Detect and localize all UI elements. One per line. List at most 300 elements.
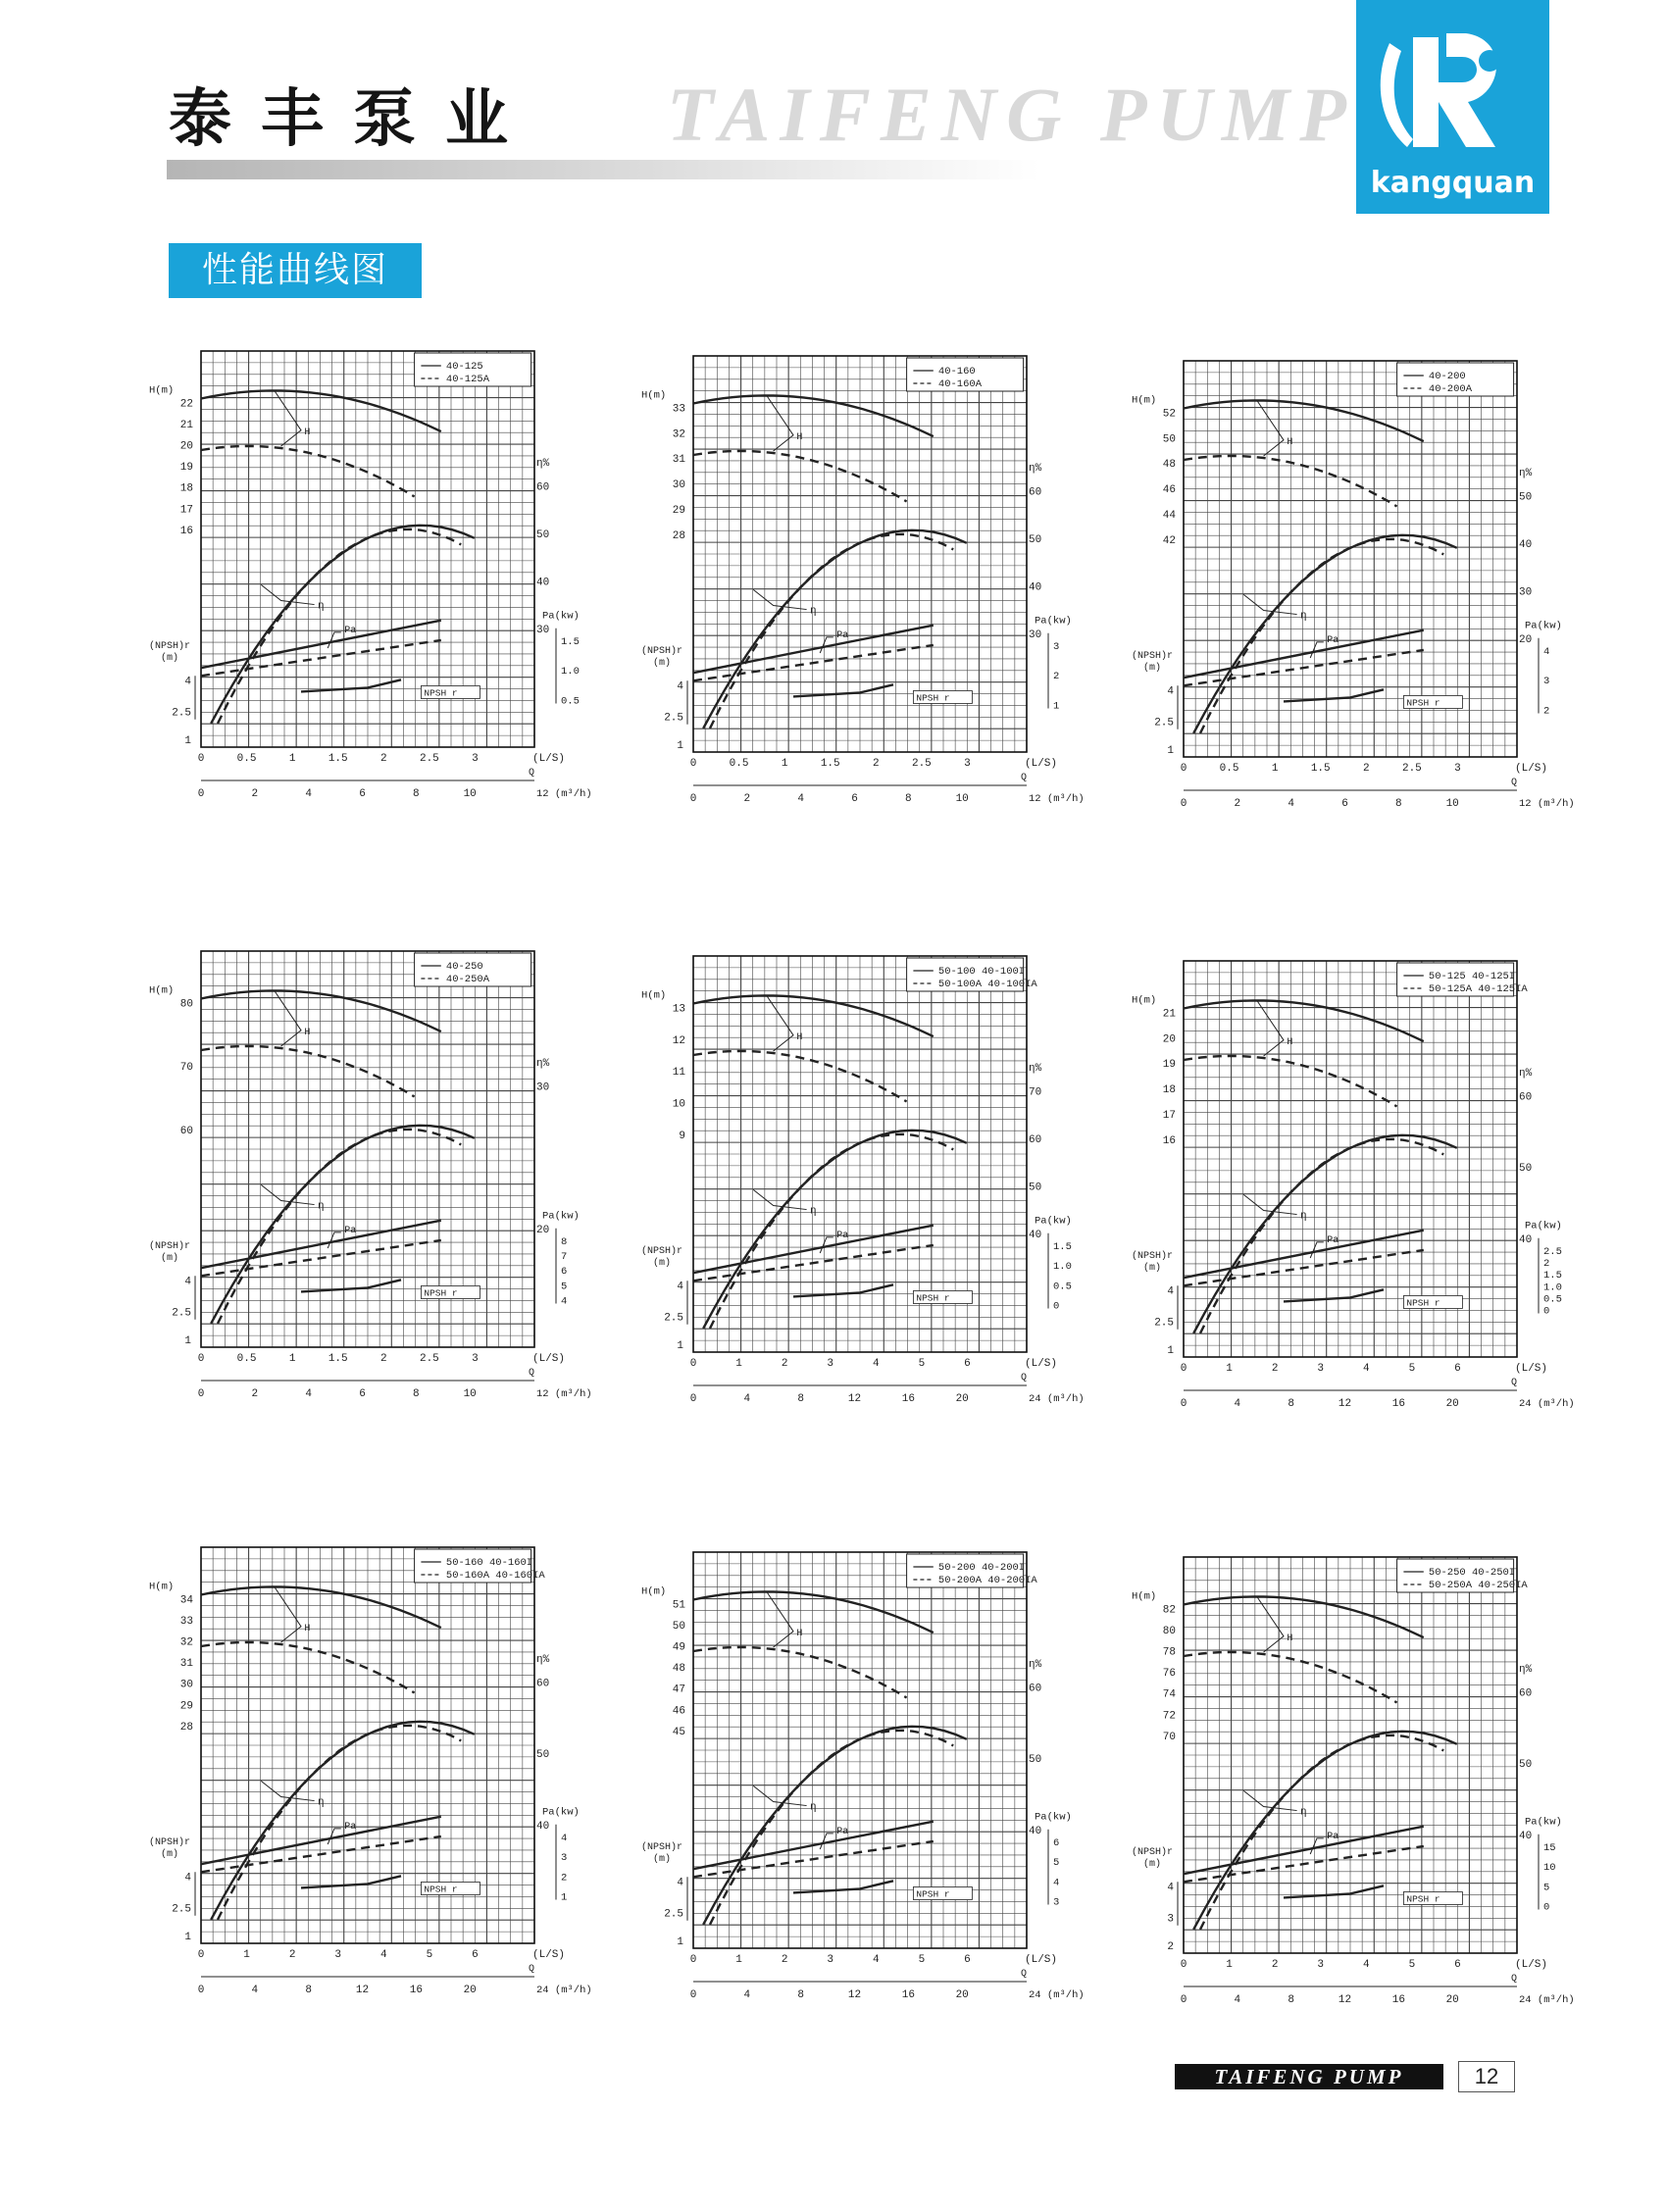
npsh-axis-label: (NPSH)r	[641, 1246, 683, 1257]
npsh-tick: 3	[1167, 1913, 1174, 1926]
npsh-tick: 4	[677, 1281, 683, 1293]
m3h-tick: 0	[197, 1388, 205, 1400]
m3h-axis-label: 12 (m³/h)	[1519, 798, 1575, 810]
x-tick: 3	[1317, 1363, 1325, 1375]
right-axis	[1519, 1664, 1562, 1913]
curves	[201, 390, 475, 723]
x-tick: 5	[426, 1949, 433, 1961]
kangquan-logo	[1356, 0, 1549, 214]
h-tick: 32	[672, 428, 685, 441]
h-tick: 72	[1162, 1710, 1176, 1723]
h-tick: 74	[1162, 1688, 1176, 1701]
pa-tick: 0.5	[561, 695, 580, 708]
bottom-axis	[198, 1949, 592, 1996]
npsh-tick: 4	[184, 1276, 191, 1288]
left-axis	[1132, 1590, 1178, 1953]
m3h-tick: 12	[1338, 1398, 1352, 1410]
x-tick: 0	[689, 1954, 697, 1966]
m3h-tick: 8	[905, 793, 912, 805]
right-axis	[536, 1654, 580, 1903]
m3h-tick: 8	[797, 1393, 804, 1405]
x-tick: 4	[872, 1954, 880, 1966]
npsh-curve-solid	[793, 1881, 893, 1892]
legend	[907, 1554, 1038, 1587]
pa-tick: 3	[1053, 1896, 1060, 1909]
right-axis	[1519, 468, 1562, 717]
right-axis	[1519, 1068, 1562, 1317]
npsh-tick: 4	[677, 1877, 683, 1889]
h-curve-label: H	[796, 431, 803, 443]
x-axis-sub: Q	[1511, 1378, 1518, 1388]
eta-tick: 60	[1029, 1683, 1042, 1695]
npsh-axis-unit: (m)	[161, 653, 179, 665]
h-tick: 20	[179, 440, 193, 453]
x-tick: 0	[689, 1358, 697, 1370]
x-tick: 0	[1180, 1959, 1187, 1971]
eta-curve-label: η	[318, 600, 325, 613]
m3h-tick: 0	[197, 1985, 205, 1996]
m3h-tick: 10	[955, 793, 969, 805]
bottom-axis	[1181, 1363, 1575, 1410]
npsh-curve-solid	[793, 1284, 893, 1296]
legend	[907, 358, 1024, 391]
pa-tick: 4	[561, 1832, 568, 1844]
legend-entry: 50-100A 40-100IA	[937, 979, 1037, 990]
x-tick: 0	[1180, 763, 1187, 775]
left-axis	[149, 1581, 195, 1943]
pa-axis-label: Pa(kw)	[1035, 1811, 1072, 1824]
pa-tick: 1.5	[1543, 1270, 1562, 1282]
x-axis-sub: Q	[1021, 773, 1028, 783]
x-tick: 0	[689, 758, 697, 770]
h-leader	[767, 395, 793, 451]
eta-curve-label: η	[1300, 1806, 1307, 1819]
m3h-tick: 4	[305, 788, 312, 800]
x-axis-label: (L/S)	[1515, 763, 1548, 775]
h-tick: 42	[1162, 534, 1176, 547]
pa-curve-label: Pa	[836, 1826, 849, 1837]
eta-tick: 50	[536, 528, 550, 541]
m3h-tick: 0	[1180, 798, 1187, 810]
legend-entry: 50-200A 40-200IA	[937, 1575, 1037, 1586]
h-axis-label: H(m)	[149, 984, 175, 997]
m3h-axis-label: 24 (m³/h)	[1029, 1989, 1085, 2001]
m3h-tick: 12	[355, 1985, 370, 1996]
h-axis-label: H(m)	[1132, 394, 1157, 407]
m3h-tick: 10	[463, 788, 477, 800]
m3h-tick: 4	[1234, 1994, 1241, 2006]
curve-callouts	[1243, 1596, 1462, 1904]
h-tick: 48	[1162, 459, 1176, 472]
bottom-axis	[198, 1353, 592, 1400]
pa-tick: 2	[1543, 705, 1550, 718]
h-tick: 28	[179, 1721, 193, 1734]
x-tick: 1	[735, 1954, 742, 1966]
chart-svg	[1130, 1549, 1575, 2010]
x-tick: 2	[781, 1954, 788, 1966]
x-tick: 0.5	[1219, 763, 1239, 775]
pa-tick: 1.5	[561, 635, 580, 648]
eta-tick: 30	[536, 1081, 550, 1094]
x-tick: 2	[781, 1358, 788, 1370]
h-tick: 46	[672, 1705, 685, 1718]
eta-curve-label: η	[318, 1796, 325, 1809]
x-tick: 2	[872, 758, 880, 770]
npsh-curve-label: NPSH r	[1406, 697, 1440, 709]
curves	[201, 1586, 475, 1919]
npsh-curve-solid	[301, 1876, 401, 1887]
head-curve-dashed	[1184, 1652, 1397, 1703]
x-tick: 1.5	[328, 1353, 348, 1365]
m3h-tick: 12	[847, 1989, 862, 2001]
x-tick: 2.5	[911, 758, 932, 770]
m3h-tick: 2	[251, 788, 259, 800]
x-tick: 3	[1454, 763, 1461, 775]
head-curve-dashed	[1184, 456, 1397, 507]
eta-axis-label: η%	[1029, 463, 1042, 476]
npsh-tick: 1	[1167, 1344, 1174, 1357]
pa-curve-label: Pa	[836, 1230, 849, 1241]
x-tick: 0	[197, 1949, 205, 1961]
x-tick: 3	[827, 1954, 834, 1966]
npsh-axis-label: (NPSH)r	[149, 641, 191, 652]
npsh-axis-unit: (m)	[653, 1258, 672, 1270]
npsh-axis-unit: (m)	[653, 658, 672, 670]
h-leader	[767, 995, 793, 1051]
right-axis	[536, 458, 580, 707]
npsh-curve-label: NPSH r	[1406, 1297, 1440, 1309]
eta-tick: 40	[1029, 1229, 1042, 1241]
eta-tick: 50	[1029, 533, 1042, 546]
npsh-curve-solid	[301, 679, 401, 691]
eta-axis-label: η%	[1519, 1068, 1533, 1081]
x-tick: 6	[964, 1358, 971, 1370]
legend-entry: 40-125	[445, 361, 483, 373]
h-tick: 21	[179, 420, 193, 432]
pa-tick: 0.5	[1543, 1293, 1562, 1306]
pa-axis-label: Pa(kw)	[542, 1806, 580, 1819]
chart-40-160	[639, 348, 1085, 809]
head-curve-dashed	[693, 451, 907, 502]
pa-tick: 10	[1543, 1862, 1556, 1875]
x-tick: 4	[872, 1358, 880, 1370]
npsh-curve-solid	[1284, 1289, 1384, 1301]
head-curve-dashed	[1184, 1056, 1397, 1107]
page-number: 12	[1458, 2061, 1515, 2092]
eta-tick: 30	[1519, 586, 1533, 599]
pa-curve-label: Pa	[344, 1225, 357, 1236]
npsh-tick: 1	[184, 1334, 191, 1347]
legend-entry: 40-250A	[445, 974, 490, 985]
npsh-tick: 2.5	[664, 712, 683, 725]
eta-axis-label: η%	[1519, 468, 1533, 480]
h-tick: 80	[179, 998, 193, 1011]
m3h-tick: 0	[689, 1989, 697, 2001]
x-tick: 2.5	[419, 1353, 439, 1365]
m3h-tick: 12	[847, 1393, 862, 1405]
chart-svg	[639, 348, 1085, 809]
npsh-tick: 2.5	[1154, 1317, 1174, 1330]
h-tick: 12	[672, 1034, 685, 1047]
m3h-tick: 16	[1391, 1398, 1405, 1410]
npsh-curve-solid	[1284, 689, 1384, 701]
x-tick: 2	[1271, 1959, 1279, 1971]
logo-text: kangquan	[1370, 166, 1536, 200]
eta-tick: 30	[536, 624, 550, 636]
h-curve-label: H	[304, 427, 311, 438]
eta-tick: 50	[1519, 491, 1533, 504]
npsh-axis-unit: (m)	[1143, 663, 1162, 675]
pa-tick: 3	[561, 1852, 568, 1865]
legend	[1397, 963, 1529, 996]
pa-axis-label: Pa(kw)	[1525, 1816, 1562, 1829]
x-tick: 5	[918, 1358, 926, 1370]
curve-callouts	[261, 1586, 480, 1894]
h-tick: 10	[672, 1098, 685, 1111]
eta-tick: 60	[1029, 1133, 1042, 1146]
pa-tick: 1	[1053, 700, 1060, 713]
x-tick: 2	[1362, 763, 1370, 775]
curves	[1184, 400, 1457, 732]
h-tick: 30	[672, 479, 685, 492]
eta-tick: 30	[1029, 628, 1042, 641]
pa-curve-label: Pa	[344, 625, 357, 636]
m3h-tick: 0	[1180, 1398, 1187, 1410]
h-tick: 80	[1162, 1626, 1176, 1638]
h-leader	[275, 1586, 301, 1642]
h-axis-label: H(m)	[1132, 1590, 1157, 1603]
x-tick: 1	[1226, 1959, 1233, 1971]
h-tick: 30	[179, 1679, 193, 1691]
m3h-tick: 16	[901, 1393, 915, 1405]
x-tick: 1.5	[820, 758, 840, 770]
section-title: 性能曲线图	[169, 243, 422, 298]
x-axis-label: (L/S)	[532, 1949, 566, 1961]
x-tick: 3	[827, 1358, 834, 1370]
x-tick: 0.5	[729, 758, 749, 770]
npsh-curve-label: NPSH r	[916, 692, 950, 704]
x-tick: 0	[197, 753, 205, 765]
npsh-axis-label: (NPSH)r	[149, 1837, 191, 1848]
x-tick: 2.5	[419, 753, 439, 765]
curves	[693, 395, 967, 728]
x-tick: 3	[1317, 1959, 1325, 1971]
pa-tick: 1.5	[1053, 1240, 1072, 1253]
m3h-axis-label: 12 (m³/h)	[1029, 793, 1085, 805]
h-tick: 18	[1162, 1084, 1176, 1097]
h-leader	[275, 390, 301, 446]
npsh-tick: 4	[1167, 1882, 1174, 1894]
x-tick: 3	[472, 753, 479, 765]
chart-svg	[639, 1544, 1085, 2005]
h-tick: 19	[179, 462, 193, 475]
eta-tick: 50	[1029, 1754, 1042, 1767]
m3h-tick: 20	[955, 1989, 969, 2001]
npsh-axis-label: (NPSH)r	[641, 1842, 683, 1853]
legend-entry: 50-160A 40-160IA	[445, 1570, 545, 1582]
curve-callouts	[753, 395, 972, 703]
m3h-tick: 8	[1288, 1398, 1294, 1410]
x-tick: 1.5	[328, 753, 348, 765]
left-axis	[149, 384, 195, 747]
pa-tick: 4	[1543, 645, 1550, 658]
curve-callouts	[753, 1591, 972, 1899]
eta-leader	[261, 584, 314, 604]
m3h-axis-label: 24 (m³/h)	[1519, 1994, 1575, 2006]
eta-curve-label: η	[810, 1801, 817, 1814]
npsh-curve-label: NPSH r	[916, 1292, 950, 1304]
eta-tick: 40	[1029, 581, 1042, 594]
pa-tick: 7	[561, 1251, 568, 1264]
m3h-tick: 16	[1391, 1994, 1405, 2006]
h-leader	[767, 1591, 793, 1647]
legend-entry: 40-250	[445, 961, 483, 973]
x-axis-label: (L/S)	[1515, 1363, 1548, 1375]
eta-tick: 40	[1519, 1830, 1533, 1842]
head-curve-dashed	[693, 1647, 907, 1698]
m3h-axis-label: 12 (m³/h)	[536, 1388, 592, 1400]
head-curve-dashed	[201, 446, 415, 497]
brand-name-en: TAIFENG PUMP	[667, 72, 1356, 157]
eta-axis-label: η%	[1519, 1664, 1533, 1677]
eta-tick: 40	[1029, 1825, 1042, 1837]
pa-tick: 5	[561, 1281, 568, 1293]
pa-tick: 2.5	[1543, 1245, 1562, 1258]
eta-leader	[261, 1781, 314, 1800]
curve-callouts	[1243, 1000, 1462, 1308]
m3h-axis-label: 24 (m³/h)	[1519, 1398, 1575, 1410]
h-tick: 52	[1162, 408, 1176, 421]
h-tick: 13	[672, 1003, 685, 1016]
x-tick: 1	[243, 1949, 250, 1961]
x-axis-label: (L/S)	[1025, 1358, 1058, 1370]
m3h-tick: 4	[743, 1393, 751, 1405]
npsh-tick: 1	[677, 1339, 683, 1352]
right-axis	[1029, 1659, 1072, 1908]
footer-brand: TAIFENG PUMP	[1175, 2064, 1443, 2089]
x-tick: 2.5	[1401, 763, 1422, 775]
h-tick: 49	[672, 1641, 685, 1654]
h-leader	[1257, 400, 1284, 456]
h-tick: 11	[672, 1067, 685, 1080]
pa-axis-label: Pa(kw)	[1525, 620, 1562, 632]
m3h-tick: 0	[689, 793, 697, 805]
m3h-axis-label: 24 (m³/h)	[1029, 1393, 1085, 1405]
chart-svg	[147, 1539, 592, 2000]
eta-tick: 40	[536, 577, 550, 589]
npsh-axis-unit: (m)	[161, 1253, 179, 1265]
eta-leader	[753, 1785, 806, 1805]
h-tick: 45	[672, 1726, 685, 1738]
chart-50-100	[639, 948, 1085, 1409]
pa-tick: 5	[1543, 1882, 1550, 1894]
m3h-tick: 8	[797, 1989, 804, 2001]
npsh-curve-solid	[1284, 1885, 1384, 1897]
bottom-axis	[690, 1358, 1085, 1405]
eta-axis-label: η%	[536, 1058, 550, 1071]
legend-entry: 40-125A	[445, 374, 490, 385]
h-curve-label: H	[1287, 1633, 1293, 1644]
bottom-axis	[690, 1954, 1085, 2001]
m3h-tick: 20	[463, 1985, 477, 1996]
pa-tick: 0	[1053, 1300, 1060, 1313]
left-axis	[641, 389, 687, 752]
x-tick: 3	[334, 1949, 342, 1961]
x-axis-label: (L/S)	[1025, 1954, 1058, 1966]
npsh-axis-label: (NPSH)r	[1132, 1847, 1174, 1858]
h-tick: 76	[1162, 1668, 1176, 1681]
chart-svg	[1130, 953, 1575, 1414]
eta-leader	[753, 1189, 806, 1209]
eta-leader	[753, 589, 806, 609]
h-tick: 22	[179, 398, 193, 411]
m3h-tick: 2	[251, 1388, 259, 1400]
x-tick: 1	[288, 753, 296, 765]
head-curve-dashed	[693, 1051, 907, 1102]
h-tick: 28	[672, 529, 685, 542]
eta-tick: 60	[1519, 1687, 1533, 1700]
chart-50-125	[1130, 953, 1575, 1414]
pa-axis-label: Pa(kw)	[1035, 1215, 1072, 1228]
h-tick: 16	[179, 525, 193, 537]
h-tick: 44	[1162, 509, 1176, 522]
left-axis	[641, 989, 687, 1352]
x-tick: 4	[379, 1949, 387, 1961]
h-tick: 60	[179, 1125, 193, 1137]
m3h-tick: 2	[743, 793, 751, 805]
curves	[693, 1591, 967, 1924]
h-curve-label: H	[1287, 436, 1293, 448]
curve-callouts	[753, 995, 972, 1303]
m3h-tick: 4	[1234, 1398, 1241, 1410]
h-tick: 46	[1162, 484, 1176, 497]
pa-axis-label: Pa(kw)	[542, 1210, 580, 1223]
legend-entry: 50-125A 40-125IA	[1428, 983, 1528, 995]
pa-tick: 1.0	[1053, 1261, 1072, 1274]
pa-tick: 2	[1053, 671, 1060, 683]
curve-callouts	[261, 390, 480, 698]
eta-curve-label: η	[1300, 610, 1307, 623]
head-curve-dashed	[201, 1642, 415, 1693]
eta-tick: 50	[1029, 1181, 1042, 1194]
h-tick: 16	[1162, 1134, 1176, 1147]
chart-40-200	[1130, 353, 1575, 814]
x-axis-label: (L/S)	[532, 753, 566, 765]
header-gradient-bar	[167, 160, 1039, 179]
left-axis	[641, 1585, 687, 1948]
npsh-curve-label: NPSH r	[424, 687, 458, 699]
h-tick: 34	[179, 1594, 193, 1607]
npsh-tick: 4	[1167, 1285, 1174, 1298]
npsh-curve-label: NPSH r	[424, 1287, 458, 1299]
h-curve-label: H	[304, 1623, 311, 1634]
x-tick: 0	[1180, 1363, 1187, 1375]
eta-tick: 40	[536, 1820, 550, 1833]
m3h-tick: 10	[463, 1388, 477, 1400]
legend-entry: 40-160A	[937, 378, 983, 390]
h-axis-label: H(m)	[641, 989, 667, 1002]
legend-entry: 50-100 40-100I	[937, 966, 1026, 978]
curves	[693, 995, 967, 1328]
left-axis	[1132, 394, 1178, 757]
m3h-tick: 8	[1395, 798, 1402, 810]
chart-50-250	[1130, 1549, 1575, 2010]
eta-axis-label: η%	[536, 1654, 550, 1667]
h-curve-label: H	[304, 1027, 311, 1038]
m3h-tick: 6	[1341, 798, 1348, 810]
eta-tick: 60	[1029, 486, 1042, 499]
bottom-axis	[1181, 763, 1575, 810]
